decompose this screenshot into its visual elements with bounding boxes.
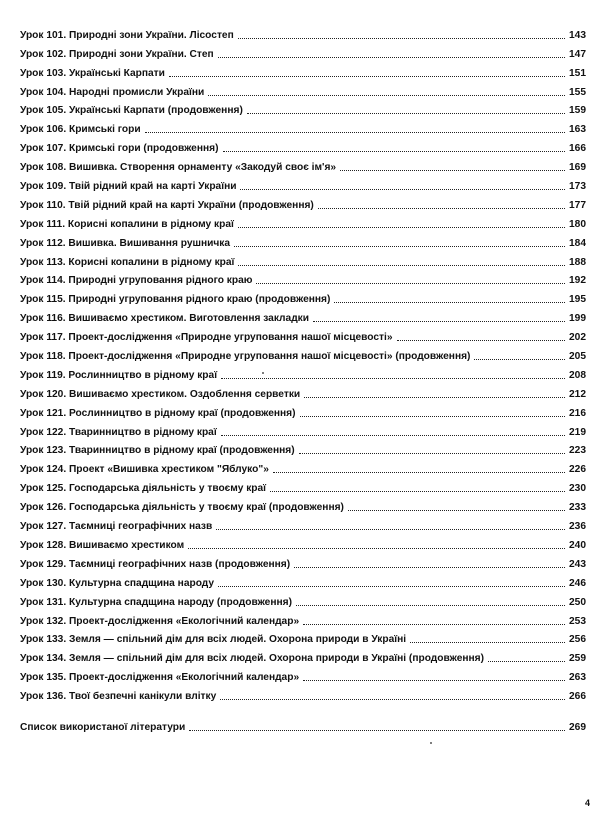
dot-leader xyxy=(256,283,565,284)
entry-title: Урок 121. Рослинництво в рідному краї (продовження) xyxy=(20,407,296,419)
dot-leader xyxy=(300,416,565,417)
dot-leader xyxy=(397,340,565,341)
entry-page-number: 155 xyxy=(569,86,586,98)
entry-title: Список використаної літератури xyxy=(20,721,186,733)
entry-page-number: 195 xyxy=(569,294,586,306)
dot-leader xyxy=(410,642,565,643)
toc-entry xyxy=(20,401,586,420)
entry-title: Урок 127. Таємниці географічних назв xyxy=(20,521,213,533)
dot-leader xyxy=(218,586,565,587)
dot-leader xyxy=(340,170,565,171)
entry-page-number: 253 xyxy=(569,615,586,627)
entry-page-number: 219 xyxy=(569,426,586,438)
entry-title: Урок 113. Корисні копалини в рідному краї xyxy=(20,256,235,268)
toc-entry xyxy=(20,80,586,99)
page-number: 4 xyxy=(584,798,590,808)
dot-leader xyxy=(238,227,565,228)
toc-entry xyxy=(20,42,586,61)
entry-page-number: 212 xyxy=(569,388,586,400)
entry-page-number: 159 xyxy=(569,105,586,117)
toc-entry xyxy=(20,609,586,628)
entry-page-number: 266 xyxy=(569,691,586,703)
dot-leader xyxy=(303,624,565,625)
toc-entry xyxy=(20,382,586,401)
entry-title: Урок 122. Тваринництво в рідному краї xyxy=(20,426,217,438)
toc-entry xyxy=(20,495,586,514)
entry-title: Урок 125. Господарська діяльність у твоєму краї xyxy=(20,483,267,495)
entry-title: Урок 115. Природні угруповання рідного краю (продовження) xyxy=(20,294,331,306)
toc-entry xyxy=(20,212,586,231)
dot-leader xyxy=(294,567,565,568)
entry-title: Урок 136. Твої безпечні канікули влітку xyxy=(20,691,217,703)
entry-page-number: 188 xyxy=(569,256,586,268)
entry-title: Урок 120. Вишиваємо хрестиком. Оздоблення серветки xyxy=(20,388,301,400)
dot-leader xyxy=(188,548,565,549)
entry-page-number: 230 xyxy=(569,483,586,495)
toc-entry xyxy=(20,533,586,552)
entry-title: Урок 123. Тваринництво в рідному краї (продовження) xyxy=(20,445,295,457)
entry-page-number: 180 xyxy=(569,218,586,230)
dot-leader xyxy=(223,151,566,152)
entry-title: Урок 102. Природні зони України. Степ xyxy=(20,48,214,60)
dot-leader xyxy=(221,378,565,379)
entry-title: Урок 126. Господарська діяльність у твоєму краї (продовження) xyxy=(20,502,344,514)
dot-leader xyxy=(348,510,565,511)
dot-leader xyxy=(169,76,565,77)
entry-page-number: 202 xyxy=(569,332,586,344)
toc-entry xyxy=(20,287,586,306)
entry-page-number: 147 xyxy=(569,48,586,60)
toc-entry xyxy=(20,363,586,382)
entry-title: Урок 104. Народні промисли України xyxy=(20,86,205,98)
entry-title: Урок 124. Проект «Вишивка хрестиком "Яблуко"» xyxy=(20,464,269,476)
dot-leader xyxy=(238,38,565,39)
dot-leader xyxy=(247,113,565,114)
entry-page-number: 240 xyxy=(569,539,586,551)
entry-page-number: 205 xyxy=(569,351,586,363)
dot-leader xyxy=(474,359,565,360)
entry-title: Урок 116. Вишиваємо хрестиком. Виготовлення закладки xyxy=(20,313,310,325)
toc-entry xyxy=(20,420,586,439)
entry-page-number: 177 xyxy=(569,199,586,211)
toc-entry xyxy=(20,193,586,212)
entry-page-number: 246 xyxy=(569,577,586,589)
entry-page-number: 236 xyxy=(569,521,586,533)
toc-entry xyxy=(20,250,586,269)
toc-entry xyxy=(20,174,586,193)
dot-leader xyxy=(313,321,565,322)
toc-entry xyxy=(20,552,586,571)
entry-page-number: 233 xyxy=(569,502,586,514)
dot-leader xyxy=(270,491,565,492)
bibliography-entry xyxy=(20,715,586,734)
entry-title: Урок 132. Проект-дослідження «Екологічний календар» xyxy=(20,615,300,627)
entry-title: Урок 101. Природні зони України. Лісостеп xyxy=(20,29,234,41)
toc-entry xyxy=(20,457,586,476)
dot-leader xyxy=(296,605,565,606)
toc-entry xyxy=(20,23,586,42)
dot-leader xyxy=(318,208,565,209)
dot-leader xyxy=(221,435,565,436)
dot-leader xyxy=(189,730,565,731)
toc-entry xyxy=(20,306,586,325)
entry-title: Урок 105. Українські Карпати (продовження) xyxy=(20,105,243,117)
entry-page-number: 263 xyxy=(569,672,586,684)
entry-title: Урок 106. Кримські гори xyxy=(20,124,141,136)
toc-entry xyxy=(20,628,586,647)
entry-title: Урок 135. Проект-дослідження «Екологічний календар» xyxy=(20,672,300,684)
dot-leader xyxy=(303,680,565,681)
entry-title: Урок 131. Культурна спадщина народу (продовження) xyxy=(20,596,292,608)
print-speck xyxy=(262,372,264,374)
print-speck xyxy=(430,742,432,744)
entry-page-number: 173 xyxy=(569,181,586,193)
entry-title: Урок 117. Проект-дослідження «Природне угруповання нашої місцевості» xyxy=(20,332,393,344)
dot-leader xyxy=(488,661,565,662)
entry-title: Урок 134. Земля — спільний дім для всіх людей. Охорона природи в Україні (продовження) xyxy=(20,653,485,665)
toc-entry xyxy=(20,155,586,174)
entry-title: Урок 128. Вишиваємо хрестиком xyxy=(20,539,185,551)
toc-entry xyxy=(20,99,586,118)
dot-leader xyxy=(220,699,565,700)
entry-page-number: 250 xyxy=(569,596,586,608)
entry-page-number: 216 xyxy=(569,407,586,419)
dot-leader xyxy=(299,453,565,454)
entry-title: Урок 129. Таємниці географічних назв (продовження) xyxy=(20,558,291,570)
entry-title: Урок 107. Кримські гори (продовження) xyxy=(20,143,219,155)
entry-title: Урок 130. Культурна спадщина народу xyxy=(20,577,215,589)
toc-entry xyxy=(20,590,586,609)
entry-page-number: 166 xyxy=(569,143,586,155)
dot-leader xyxy=(240,189,565,190)
dot-leader xyxy=(238,265,565,266)
dot-leader xyxy=(145,132,565,133)
entry-page-number: 169 xyxy=(569,162,586,174)
toc-entry xyxy=(20,136,586,155)
toc-entry xyxy=(20,61,586,80)
entry-title: Урок 118. Проект-дослідження «Природне угруповання нашої місцевості» (продовження) xyxy=(20,351,471,363)
table-of-contents xyxy=(20,23,586,734)
toc-entry xyxy=(20,665,586,684)
toc-entry xyxy=(20,684,586,703)
entry-page-number: 199 xyxy=(569,313,586,325)
entry-page-number: 192 xyxy=(569,275,586,287)
entry-title: Урок 110. Твій рідний край на карті України (продовження) xyxy=(20,199,314,211)
entry-title: Урок 133. Земля — спільний дім для всіх людей. Охорона природи в Україні xyxy=(20,634,407,646)
toc-entry xyxy=(20,117,586,136)
entry-page-number: 143 xyxy=(569,29,586,41)
entry-title: Урок 108. Вишивка. Створення орнаменту «Закодуй своє ім'я» xyxy=(20,162,337,174)
dot-leader xyxy=(234,246,565,247)
dot-leader xyxy=(334,302,565,303)
entry-page-number: 259 xyxy=(569,653,586,665)
entry-page-number: 269 xyxy=(569,721,586,733)
toc-entry xyxy=(20,439,586,458)
entry-title: Урок 109. Твій рідний край на карті України xyxy=(20,181,237,193)
toc-entry xyxy=(20,476,586,495)
entry-page-number: 256 xyxy=(569,634,586,646)
toc-entry xyxy=(20,514,586,533)
entry-page-number: 151 xyxy=(569,67,586,79)
entry-title: Урок 111. Корисні копалини в рідному краї xyxy=(20,218,234,230)
entry-title: Урок 103. Українські Карпати xyxy=(20,67,165,79)
dot-leader xyxy=(216,529,565,530)
entry-page-number: 184 xyxy=(569,237,586,249)
toc-entry xyxy=(20,646,586,665)
dot-leader xyxy=(273,472,565,473)
toc-entry xyxy=(20,231,586,250)
toc-entry xyxy=(20,344,586,363)
dot-leader xyxy=(304,397,565,398)
toc-entry xyxy=(20,269,586,288)
entry-title: Урок 114. Природні угруповання рідного краю xyxy=(20,275,253,287)
toc-entry xyxy=(20,571,586,590)
entry-page-number: 163 xyxy=(569,124,586,136)
entry-title: Урок 119. Рослинництво в рідному краї xyxy=(20,369,218,381)
entry-page-number: 226 xyxy=(569,464,586,476)
dot-leader xyxy=(208,95,565,96)
entry-page-number: 243 xyxy=(569,558,586,570)
entry-title: Урок 112. Вишивка. Вишивання рушничка xyxy=(20,237,231,249)
dot-leader xyxy=(218,57,565,58)
toc-entry xyxy=(20,325,586,344)
entry-page-number: 208 xyxy=(569,369,586,381)
entry-page-number: 223 xyxy=(569,445,586,457)
